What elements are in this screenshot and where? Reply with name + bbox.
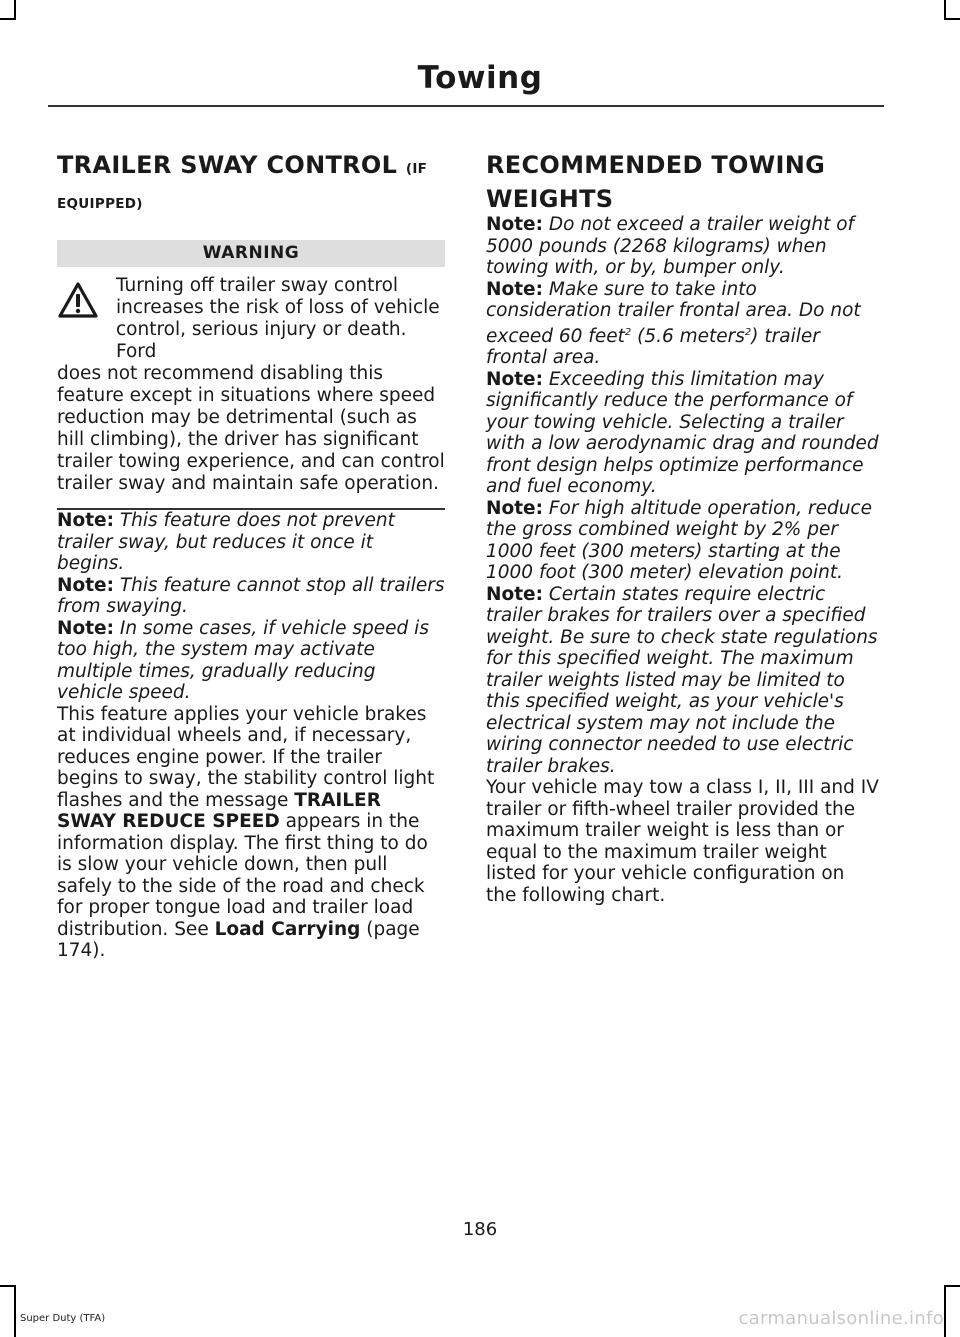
crop-mark-top-left-h: [0, 18, 16, 20]
note-label: Note:: [57, 617, 114, 639]
note-text: Do not exceed a trailer weight of 5000 pounds (2268 kilograms) when towing with, or by, bumper only.: [486, 214, 855, 278]
crop-mark-top-right-h: [944, 18, 960, 20]
note-2: [486, 279, 880, 369]
crop-mark-bottom-right-v: [944, 1285, 946, 1337]
page-number: 186: [462, 1219, 498, 1240]
warning-triangle-icon: [57, 281, 99, 319]
note-text: This feature cannot stop all trailers from swaying.: [57, 574, 445, 617]
note-label: Note:: [486, 278, 543, 300]
note-text: Exceeding this limitation may significantly reduce the performance of your towing vehicle. Selecting a trailer with a low aerodynamic drag and rounded front design helps optimize performance and fuel economy.: [486, 368, 879, 498]
heading-line2: WEIGHTS: [486, 185, 614, 213]
warning-text-rest: does not recommend disabling this feature except in situations where speed reduction may be detrimental (such as hill climbing), the driver has significant trailer towing experience, and can control trailer sway and maintain safe operation.: [57, 363, 445, 494]
note-text: Certain states require electric trailer brakes for trailers over a specified weight. Be sure to check state regulations for this specified weight. The maximum trailer weights listed may be limited to this specified weight, as your vehicle's electrical system may not include the wiring connector needed to use electric trailer brakes.: [486, 583, 878, 777]
note-text: ) trailer frontal area.: [486, 325, 820, 369]
heading-line1: RECOMMENDED TOWING: [486, 151, 826, 179]
note-2: [57, 575, 445, 618]
crop-mark-top-left-v: [14, 0, 16, 20]
heading-main: TRAILER SWAY CONTROL: [57, 151, 398, 179]
crop-mark-bottom-left-v: [14, 1285, 16, 1337]
trailer-sway-heading: [57, 150, 445, 184]
page-header-title: Towing: [417, 60, 543, 96]
note-3: [57, 618, 445, 704]
left-column: [57, 150, 445, 962]
superscript: 2: [624, 326, 632, 338]
note-label: Note:: [486, 214, 543, 235]
right-column: [486, 150, 880, 906]
footer-model: Super Duty (TFA): [20, 1313, 106, 1324]
page-reference: (page 174).: [57, 918, 420, 961]
note-4: [486, 498, 880, 584]
display-message: TRAILER SWAY REDUCE SPEED: [57, 789, 381, 832]
crop-mark-bottom-left-h: [0, 1285, 16, 1287]
note-text: Make sure to take into consideration trailer frontal area. Do not exceed 60 feet: [486, 278, 861, 347]
note-1: [486, 214, 880, 279]
note-label: Note:: [486, 368, 543, 390]
crop-mark-top-right-v: [944, 0, 946, 20]
note-label: Note:: [57, 574, 114, 596]
note-5: [486, 584, 880, 778]
note-text: For high altitude operation, reduce the gross combined weight by 2% per 1000 feet (300 meters) starting at the 1000 foot (300 meter) elevation point.: [486, 497, 872, 584]
note-3: [486, 369, 880, 498]
note-1: [57, 510, 445, 575]
towing-weights-heading: [486, 150, 880, 214]
warning-text-line2: increases the risk of loss of vehicle: [116, 297, 440, 318]
note-text: This feature does not prevent trailer sway, but reduces it once it begins.: [57, 510, 395, 574]
warning-banner: WARNING: [57, 240, 445, 267]
warning-text-line3: control, serious injury or death. Ford: [116, 319, 407, 362]
note-label: Note:: [57, 510, 114, 531]
load-carrying-link[interactable]: Load Carrying: [214, 918, 361, 940]
warning-text-line1: Turning off trailer sway control: [116, 275, 399, 296]
heading-line2: EQUIPPED): [57, 196, 143, 212]
note-label: Note:: [486, 497, 543, 519]
note-text: (5.6 meters: [631, 325, 745, 347]
note-text: In some cases, if vehicle speed is too high, the system may activate multiple times, gradually reducing vehicle speed.: [57, 617, 429, 703]
trailer-class-description: Your vehicle may tow a class I, II, III and IV trailer or fifth-wheel trailer provided the maximum trailer weight is less than or equal to the maximum trailer weight listed for your vehicle configuration on the following chart.: [486, 777, 879, 906]
watermark: carmanualsonline.info: [738, 1308, 944, 1329]
note-label: Note:: [486, 583, 543, 605]
superscript: 2: [744, 326, 752, 338]
warning-body: [57, 275, 445, 495]
heading-suffix: (IF: [405, 161, 428, 177]
body-text: appears in the information display. The first thing to do is slow your vehicle down, then pull safely to the side of the road and check for proper tongue load and trailer load distribution. See: [57, 811, 428, 940]
trailer-sway-description: [57, 704, 445, 962]
crop-mark-bottom-right-h: [944, 1285, 960, 1287]
body-text: This feature applies your vehicle brakes at individual wheels and, if necessary, reduces engine power. If the trailer begins to sway, the stability control light flashes and the message: [57, 703, 435, 811]
header-divider: [48, 105, 884, 107]
